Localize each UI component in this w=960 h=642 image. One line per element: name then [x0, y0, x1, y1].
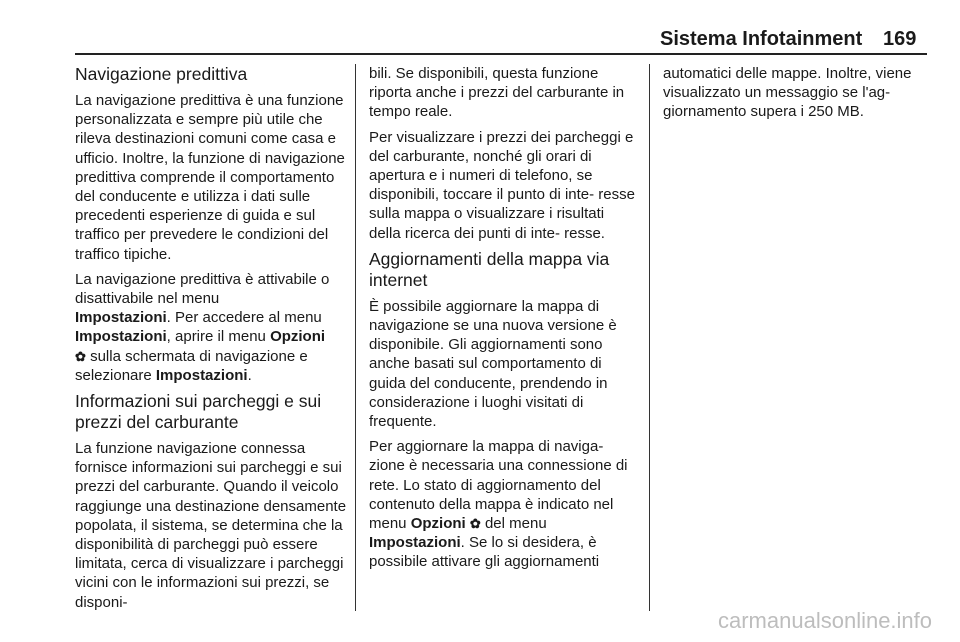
text: , aprire il menu: [166, 328, 266, 346]
gear-icon: ✿: [469, 516, 481, 532]
text: .: [247, 366, 252, 384]
menu-name-opzioni: Opzioni: [270, 328, 326, 346]
text: . Per accedere al menu: [166, 309, 322, 327]
menu-name-opzioni: Opzioni: [410, 515, 466, 533]
header-divider: [75, 53, 927, 55]
text-column-2: [369, 64, 637, 578]
watermark: carmanualsonline.info: [718, 608, 933, 633]
menu-name-impostazioni: Impostazioni: [369, 534, 461, 552]
text: del menu: [484, 515, 547, 533]
column-divider: [649, 64, 650, 611]
text-column-1: [75, 64, 347, 618]
text: Per aggiornare la mappa di naviga- zione è necessaria una connessione di rete. Lo stato di aggiornamento del contenuto della mappa è indicato nel menu: [369, 438, 628, 533]
paragraph: La navigazione predittiva è una funzione personalizzata e sempre più utile che rileva destinazioni comuni come casa e ufficio. Inoltre, la funzione di navigazione predittiva comprende il comportamento del conducente e utilizza i dati sulle precedenti esperienze di guida e sul traffico per prevedere le condizioni del traffico tipiche.: [75, 92, 345, 263]
gear-icon: ✿: [75, 348, 86, 364]
paragraph: La funzione navigazione connessa fornisce informazioni sui parcheggi e sui prezzi del carburante. Quando il veicolo raggiunge una destinazione densamente popolata, il sistema, se determina che la disponibilità di parcheggi può essere limitata, cerca di visualizzare i parcheggi vicini con le informazioni sui prezzi, se disponi-: [75, 440, 347, 611]
column-divider: [355, 64, 356, 611]
text-column-3: [663, 64, 933, 128]
paragraph: [75, 270, 347, 385]
text: La navigazione predittiva è attivabile o disattivabile nel menu: [75, 270, 330, 308]
paragraph: [369, 437, 637, 571]
page-number: 169: [883, 28, 917, 50]
section-heading: Aggiornamenti della mappa via internet: [369, 248, 610, 290]
paragraph: È possibile aggiornare la mappa di navigazione se una nuova versione è disponibile. Gli aggiornamenti sono anche basati sul comportamento di guida del conducente, prendendo in considerazione i luoghi visitati di frequente.: [369, 297, 617, 431]
section-heading: Informazioni sui parcheggi e sui prezzi del carburante: [75, 391, 322, 433]
page-header-title: Sistema Infotainment: [660, 28, 863, 50]
text: sulla schermata di navigazione e selezionare: [75, 347, 308, 384]
paragraph: automatici delle mappe. Inoltre, viene visualizzato un messaggio se l'ag- giornamento supera i 250 MB.: [663, 65, 912, 121]
menu-name-impostazioni: Impostazioni: [75, 328, 167, 346]
menu-name-impostazioni: Impostazioni: [155, 366, 248, 384]
paragraph: Per visualizzare i prezzi dei parcheggi e del carburante, nonché gli orari di apertura e i numeri di telefono, se disponibili, toccare il punto di inte- resse sulla mappa o visualizzare i risultati della ricerca dei punti di inte- resse.: [369, 128, 635, 242]
text: . Se lo si desidera, è possibile attivare gli aggiornamenti: [369, 534, 600, 571]
paragraph: bili. Se disponibili, questa funzione riporta anche i prezzi del carburante in tempo reale.: [369, 65, 625, 121]
section-heading: Navigazione predittiva: [75, 64, 248, 84]
menu-name-impostazioni: Impostazioni: [75, 309, 167, 327]
